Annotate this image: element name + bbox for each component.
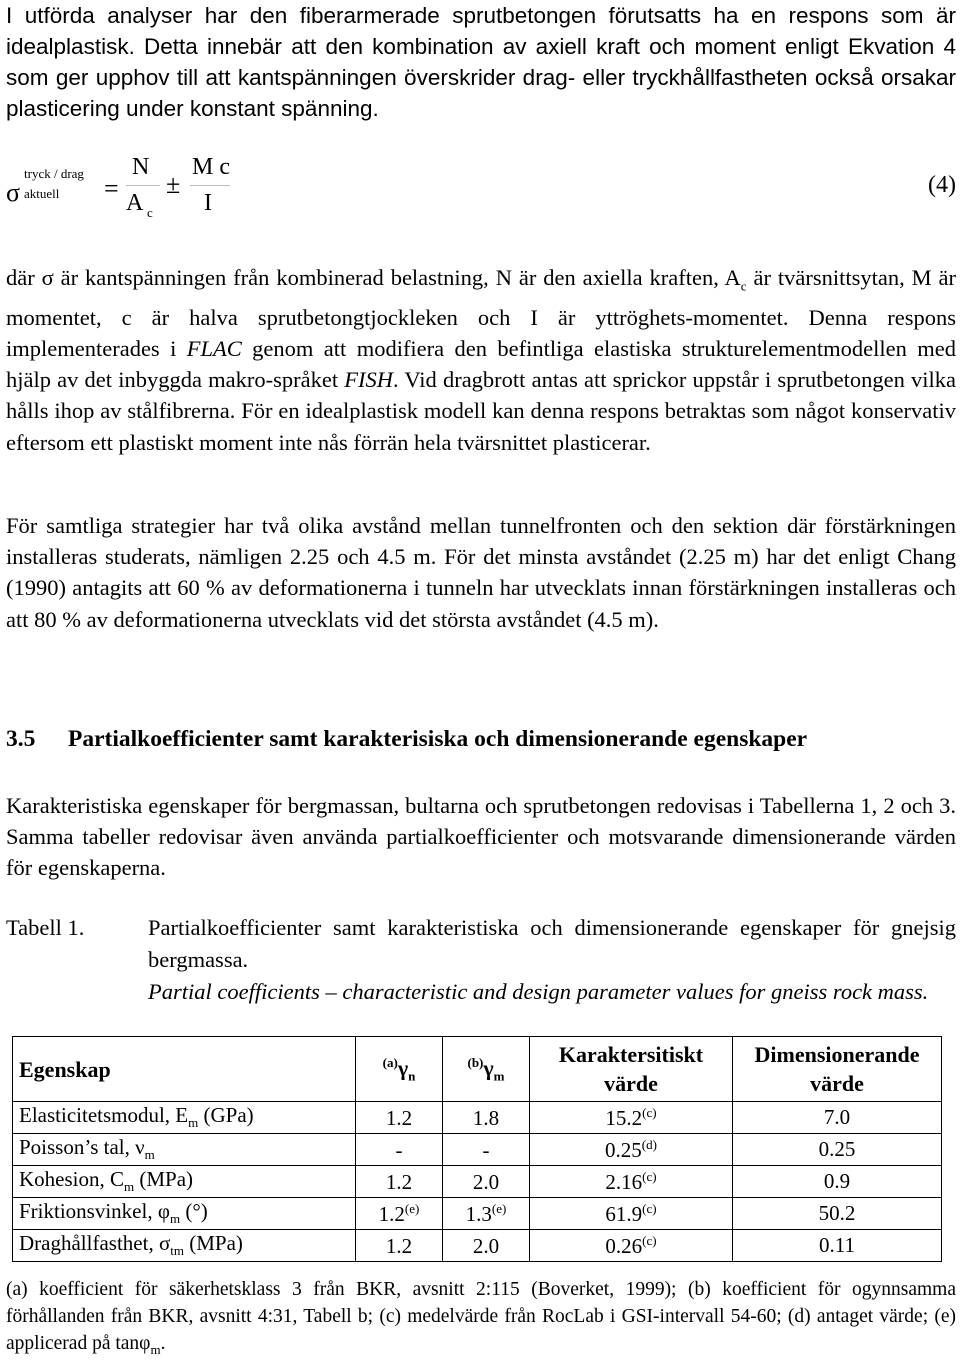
cell-gamma-m	[443, 1166, 530, 1198]
cell-design	[733, 1134, 942, 1166]
cell-gamma-n-gn: 1.2	[385, 1169, 413, 1194]
caption-text	[148, 912, 956, 1008]
strategy-paragraph: För samtliga strategier har två olika avstånd mellan tunnelfronten och den sektion där förstärkningen installeras studerats, nämligen 2.25 och 4.5 m. För det minsta avståndet (2.25 m) har det enligt Chang (1990) antagits att 60 % av deformationerna i tunneln har utvecklats innan förstärkningen installeras och att 80 % av deformationerna utvecklats vid det största avståndet (4.5 m).	[6, 513, 956, 632]
cell-gamma-m-gm: 1.3	[465, 1201, 492, 1226]
cell-characteristic-char_sup: (c)	[642, 1200, 657, 1216]
cell-property-unit: (MPa)	[184, 1231, 243, 1256]
cell-property-unit: (°)	[180, 1199, 208, 1224]
cell-design-dim: 0.11	[819, 1233, 855, 1257]
table-footnote	[6, 1276, 956, 1363]
cell-characteristic-char_sup: (d)	[641, 1136, 657, 1152]
explanation-paragraph	[6, 262, 956, 458]
eq-sigma-sup: tryck / drag	[24, 166, 84, 181]
cell-property-unit: (MPa)	[134, 1167, 194, 1192]
cell-characteristic-char: 0.25	[605, 1137, 642, 1162]
caption-english: Partial coefficients – characteristic and design parameter values for gneiss rock mass.	[148, 979, 929, 1004]
cell-gamma-n	[356, 1230, 443, 1262]
cell-characteristic	[530, 1230, 733, 1262]
gamma-n-sub: n	[408, 1068, 416, 1084]
gamma-m-symbol: γ	[483, 1054, 494, 1080]
cell-characteristic-char_sup: (c)	[642, 1168, 657, 1184]
footnote-end: .	[160, 1333, 166, 1354]
eq-numerator-mc: M c	[192, 154, 230, 180]
cell-property-name: Friktionsvinkel, φ	[19, 1199, 170, 1224]
eq-fraction-line-1	[126, 185, 160, 186]
tables-paragraph: Karakteristiska egenskaper för bergmassan, bultarna och sprutbetongen redovisas i Tabellerna 1, 2 och 3. Samma tabeller redovisar även använda partialkoefficienter och motsvarande dimensionerande värden för egenskaperna.	[6, 793, 956, 881]
properties-table	[12, 1036, 942, 1262]
cell-design	[733, 1166, 942, 1198]
cell-gamma-n	[356, 1102, 443, 1134]
cell-property-name: Elasticitetsmodul, E	[19, 1103, 189, 1128]
header-gamma-m	[443, 1037, 530, 1102]
para1-text-c: genom att modifiera den befintliga elastiska strukturelementmodellen med hjälp av det inbyggda makro-språket	[6, 335, 956, 393]
cell-gamma-n	[356, 1198, 443, 1230]
cell-gamma-n-gn: 1.2	[385, 1233, 413, 1258]
cell-design-dim: 7.0	[823, 1105, 851, 1129]
cell-design-dim: 0.25	[818, 1137, 856, 1161]
section-heading	[6, 726, 807, 753]
cell-characteristic-char: 61.9	[605, 1201, 643, 1226]
cell-property-name: Poisson’s tal, ν	[19, 1135, 145, 1160]
table-row	[13, 1102, 942, 1134]
cell-characteristic-char_sup: (c)	[642, 1232, 657, 1248]
cell-property-sub: m	[124, 1179, 135, 1195]
cell-characteristic-char: 15.2	[605, 1105, 643, 1130]
eq-numerator-n: N	[132, 154, 150, 180]
caption-swedish: Partialkoefficienter samt karakteristiska och dimensionerande egenskaper för gnejsig bergmassa.	[148, 915, 956, 972]
header-property: Egenskap	[13, 1037, 356, 1102]
cell-characteristic-char: 2.16	[605, 1169, 643, 1194]
cell-characteristic-char_sup: (c)	[642, 1104, 657, 1120]
para1-text-d: . Vid dragbrott antas att sprickor uppstår i sprutbetongen vilka hålls ihop av stålfibrerna. För en idealplastisk modell kan denna respons betraktas som något konservativ eftersom ett plastiskt moment inte nås förrän hela tvärsnittet plasticerar.	[6, 367, 956, 455]
cell-property-sub: m	[188, 1115, 199, 1131]
cell-gamma-m	[443, 1198, 530, 1230]
table-row	[13, 1198, 942, 1230]
cell-property	[13, 1230, 356, 1262]
cell-design-dim: 0.9	[823, 1169, 851, 1193]
cell-gamma-n-gn: 1.2	[385, 1105, 413, 1130]
section-title: Partialkoefficienter samt karakterisiska och dimensionerande egenskaper	[68, 726, 808, 752]
table-row	[13, 1230, 942, 1262]
para1-sub-c: c	[740, 278, 747, 294]
eq-sigma: σ	[6, 178, 21, 207]
cell-design	[733, 1198, 942, 1230]
cell-gamma-m	[443, 1102, 530, 1134]
header-design: Dimensionerande värde	[733, 1037, 942, 1102]
cell-property-sub: m	[169, 1211, 181, 1227]
cell-gamma-m-gm_sup: (e)	[491, 1200, 507, 1216]
cell-property-unit: (GPa)	[198, 1103, 254, 1128]
eq-denominator-a: A	[126, 190, 144, 216]
cell-property-sub: tm	[170, 1243, 184, 1259]
table-row	[13, 1134, 942, 1166]
table-body	[13, 1102, 942, 1262]
flac-term: FLAC	[186, 335, 242, 361]
cell-property	[13, 1102, 356, 1134]
intro-paragraph: I utförda analyser har den fiberarmerade sprutbetongen förutsatts ha en respons som är idealplastisk. Detta innebär att den kombination av axiell kraft och moment enligt Ekvation 4 som ger upphov till att kantspänningen överskrider drag- eller tryckhållfastheten också orsakar plasticering under konstant spänning.	[6, 3, 956, 121]
cell-gamma-m-gm: 2.0	[472, 1169, 500, 1194]
cell-property-sub: m	[144, 1147, 155, 1163]
cell-gamma-n	[356, 1166, 443, 1198]
cell-gamma-m-gm: -	[482, 1137, 490, 1162]
footnote-text: (a) koefficient för säkerhetsklass 3 från BKR, avsnitt 2:115 (Boverket, 1999); (b) koefficient för ogynnsamma förhållanden från BKR, avsnitt 4:31, Tabell b; (c) medelvärde från RocLab i GSI-intervall 54-60; (d) antaget värde; (e) applicerad på tanφ	[6, 1279, 956, 1354]
fish-term: FISH	[344, 367, 393, 393]
cell-property-name: Kohesion, C	[19, 1167, 124, 1192]
eq-denominator-i: I	[204, 190, 212, 216]
cell-gamma-n-gn_sup: (e)	[404, 1200, 420, 1216]
cell-design-dim: 50.2	[818, 1201, 856, 1225]
eq-denominator-sub: c	[147, 205, 153, 220]
cell-design	[733, 1230, 942, 1262]
header-gamma-n	[356, 1037, 443, 1102]
cell-characteristic-char: 0.26	[605, 1233, 643, 1258]
eq-plus-minus: ±	[166, 170, 181, 199]
cell-gamma-n	[356, 1134, 443, 1166]
caption-label: Tabell 1.	[6, 915, 85, 940]
gamma-m-note: (b)	[467, 1054, 484, 1070]
eq-fraction-line-2	[190, 185, 230, 186]
eq-sigma-sub: aktuell	[24, 186, 60, 201]
cell-characteristic	[530, 1102, 733, 1134]
header-characteristic: Karaktersitiskt värde	[530, 1037, 733, 1102]
cell-gamma-m	[443, 1230, 530, 1262]
gamma-n-symbol: γ	[397, 1054, 409, 1080]
table-header-row	[13, 1037, 942, 1102]
cell-property	[13, 1166, 356, 1198]
para1-text-a: där σ är kantspänningen från kombinerad belastning, N är den axiella kraften, A	[6, 265, 741, 290]
eq-number: (4)	[928, 172, 956, 198]
equation-4	[6, 150, 956, 230]
cell-gamma-m-gm: 2.0	[472, 1233, 500, 1258]
cell-gamma-n-gn: -	[395, 1137, 403, 1162]
table-row	[13, 1166, 942, 1198]
gamma-m-sub: m	[493, 1068, 505, 1084]
para1-text-b: är tvärsnittsytan, M är momentet, c är halva sprutbetongtjockleken och I är yttröghets-momentet. Denna respons implementerades i	[6, 265, 956, 361]
eq-equals: =	[104, 174, 119, 203]
cell-characteristic	[530, 1134, 733, 1166]
cell-property-name: Draghållfasthet, σ	[19, 1231, 171, 1256]
cell-gamma-n-gn: 1.2	[378, 1201, 405, 1226]
cell-property	[13, 1134, 356, 1166]
cell-gamma-m-gm: 1.8	[472, 1105, 500, 1130]
cell-property	[13, 1198, 356, 1230]
cell-gamma-m	[443, 1134, 530, 1166]
footnote-sub: m	[150, 1341, 161, 1357]
cell-characteristic	[530, 1166, 733, 1198]
section-number: 3.5	[6, 726, 36, 752]
cell-characteristic	[530, 1198, 733, 1230]
cell-design	[733, 1102, 942, 1134]
gamma-n-note: (a)	[382, 1054, 398, 1070]
